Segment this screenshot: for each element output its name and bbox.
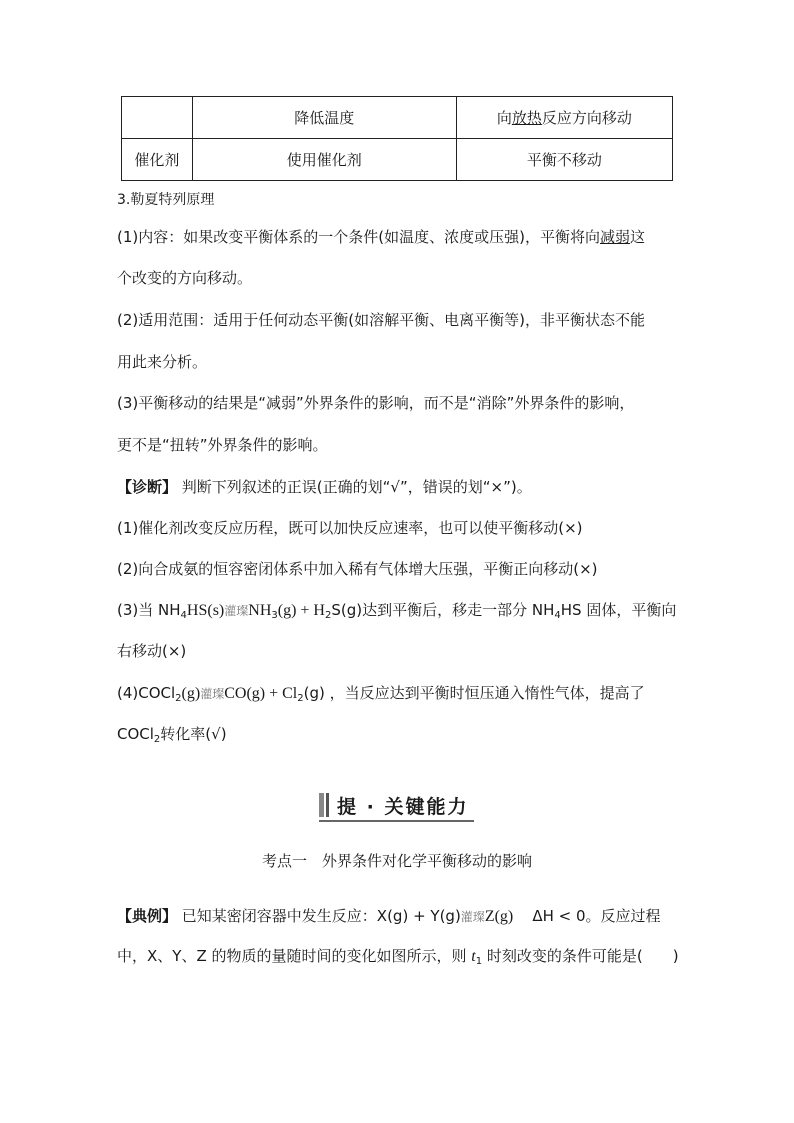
diagnosis-q3-line1: (3)当 $NH_4HS(s)$灌璨$NH_3(g) + H_2S(g)$达到平衡后，移走一部分 $NH_4HS$ 固体，平衡向 [117,601,677,621]
section-title-box [319,789,473,821]
principle-p3-line2: 更不是“扭转”外界条件的影响。 [117,436,328,454]
principle-heading: 3.勒夏特列原理 [117,192,215,208]
table-row [122,139,673,181]
principle-p3-line1: (3)平衡移动的结果是“减弱”外界条件的影响，而不是“消除”外界条件的影响， [117,394,635,412]
table-cell-effect: 向放热反应方向移动 [456,97,672,139]
section-title: 提 · 关键能力 [337,795,469,818]
principle-p2-line2: 用此来分析。 [117,353,208,371]
diagnosis-q1: (1)催化剂改变反应历程，既可以加快反应速率，也可以使平衡移动(×) [117,519,583,537]
condition-effect-table [121,96,673,181]
table-cell-category: 催化剂 [122,139,193,181]
principle-p2-line1: (2)适用范围：适用于任何动态平衡(如溶解平衡、电离平衡等)，非平衡状态不能 [117,311,645,329]
reversible-arrow: 灌璨 [224,604,249,618]
section-bar-icon [326,793,329,817]
table-cell-change: 使用催化剂 [192,139,456,181]
diagnosis-q4-line1: (4)COCl$_2$(g)灌璨$CO(g) + Cl_2(g)$ ，当反应达到平衡时恒压通入惰性气体，提高了 [117,684,645,704]
example-tag: 【典例】 [117,907,178,925]
key-point-title: 考点一 外界条件对化学平衡移动的影响 [261,852,532,870]
principle-p1-line2: 个改变的方向移动。 [117,269,253,287]
example-line1: 【典例】 已知某密闭容器中发生反应：X(g) + Y(g)灌璨Z(g) ΔH < 0。反应过程 [117,907,661,925]
diagnosis-intro: 【诊断】 判断下列叙述的正误(正确的划“√”，错误的划“×”)。 [117,478,532,496]
reversible-arrow: 灌璨 [200,687,225,701]
table-cell-effect: 平衡不移动 [456,139,672,181]
diagnosis-q4-line2: COCl$_2$转化率(√) [117,725,227,745]
table-cell-category [122,97,193,139]
diagnosis-q2: (2)向合成氨的恒容密闭体系中加入稀有气体增大压强，平衡正向移动(×) [117,560,598,578]
diagnosis-tag: 【诊断】 [117,478,178,496]
table-row [122,97,673,139]
diagnosis-q3-line2: 右移动(×) [117,642,187,660]
reversible-arrow: 灌璨 [460,910,485,924]
table-cell-change: 降低温度 [192,97,456,139]
section-underline [319,820,474,822]
example-line2: 中，X、Y、Z 的物质的量随时间的变化如图所示，则 $t_1$ 时刻改变的条件可能是( ) [117,947,679,967]
section-bar-icon [319,793,324,817]
principle-p1-line1: (1)内容：如果改变平衡体系的一个条件(如温度、浓度或压强)，平衡将向减弱这 [117,228,645,246]
